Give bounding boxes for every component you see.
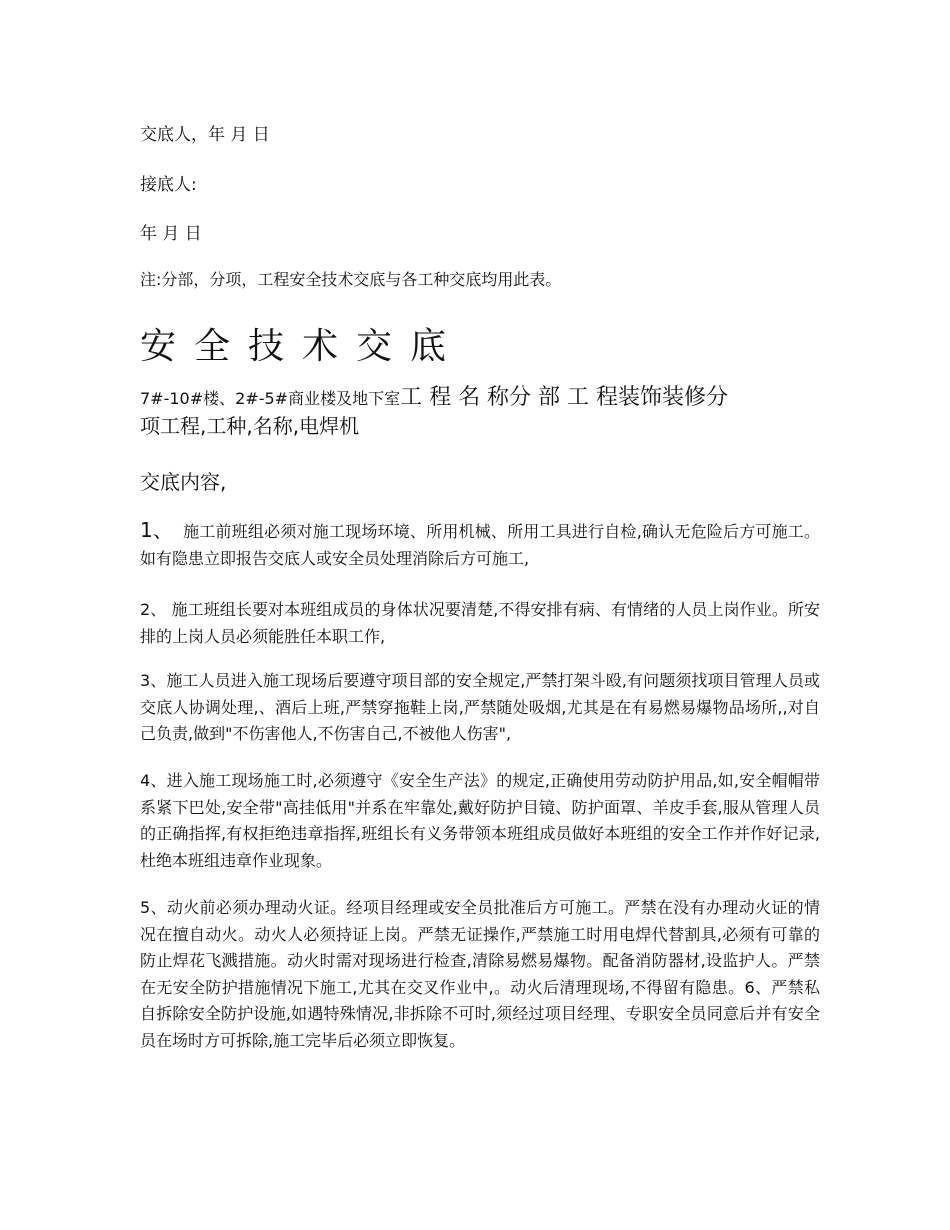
note-line: 注:分部，分项，工程安全技术交底与各工种交底均用此表。: [140, 270, 562, 289]
item-1: [140, 517, 820, 572]
handover-person-line: 交底人，年 月 日: [140, 125, 270, 145]
project-mid: 工 程 名 称分 部 工 程装饰装修分: [400, 385, 729, 410]
project-line-1: [140, 380, 728, 411]
page-title: 安全技术交底: [140, 326, 465, 367]
item-1-number: 1、: [140, 518, 174, 542]
item-2: 2、 施工班组长要对本班组成员的身体状况要清楚,不得安排有病、有情绪的人员上岗作业。所安排的上岗人员必须能胜任本职工作,: [140, 600, 820, 646]
receiver-line: 接底人:: [140, 175, 197, 195]
content-heading: 交底内容,: [140, 470, 227, 494]
item-1-text: 施工前班组必须对施工现场环境、所用机械、所用工具进行自检,确认无危险后方可施工。如有隐患立即报告交底人或安全员处理消除后方可施工,: [140, 522, 820, 568]
project-prefix: 7#-10#楼、2#-5#商业楼及地下室: [140, 389, 401, 408]
date-line: 年 月 日: [140, 224, 202, 244]
item-4: 4、进入施工现场施工时,必须遵守《安全生产法》的规定,正确使用劳动防护用品,如,安全帽帽带系紧下巴处,安全带"高挂低用"并系在牢靠处,戴好防护目镜、防护面罩、羊皮手套,服从管理人员的正确指挥,有权拒绝违章指挥,班组长有义务带领本班组成员做好本班组的安全工作并作好记录,杜绝本班组违章作业现象。: [140, 771, 820, 870]
project-line-2: 项工程,工种,名称,电焊机: [140, 414, 360, 438]
item-3: 3、施工人员进入施工现场后要遵守项目部的安全规定,严禁打架斗殴,有问题须找项目管理人员或交底人协调处理,、酒后上班,严禁穿拖鞋上岗,严禁随处吸烟,尤其是在有易燃易爆物品场所,,对自己负责,做到"不伤害他人,不伤害自己,不被他人伤害",: [140, 671, 820, 743]
item-5: 5、动火前必须办理动火证。经项目经理或安全员批准后方可施工。严禁在没有办理动火证的情况在擅自动火。动火人必须持证上岗。严禁无证操作,严禁施工时用电焊代替割具,必须有可靠的防止焊花飞溅措施。动火时需对现场进行检查,清除易燃易爆物。配备消防器材,设监护人。严禁在无安全防护措施情况下施工,尤其在交叉作业中,。动火后清理现场,不得留有隐患。6、严禁私自拆除安全防护设施,如遇特殊情况,非拆除不可时,须经过项目经理、专职安全员同意后并有安全员在场时方可拆除,施工完毕后必须立即恢复。: [140, 898, 820, 1050]
